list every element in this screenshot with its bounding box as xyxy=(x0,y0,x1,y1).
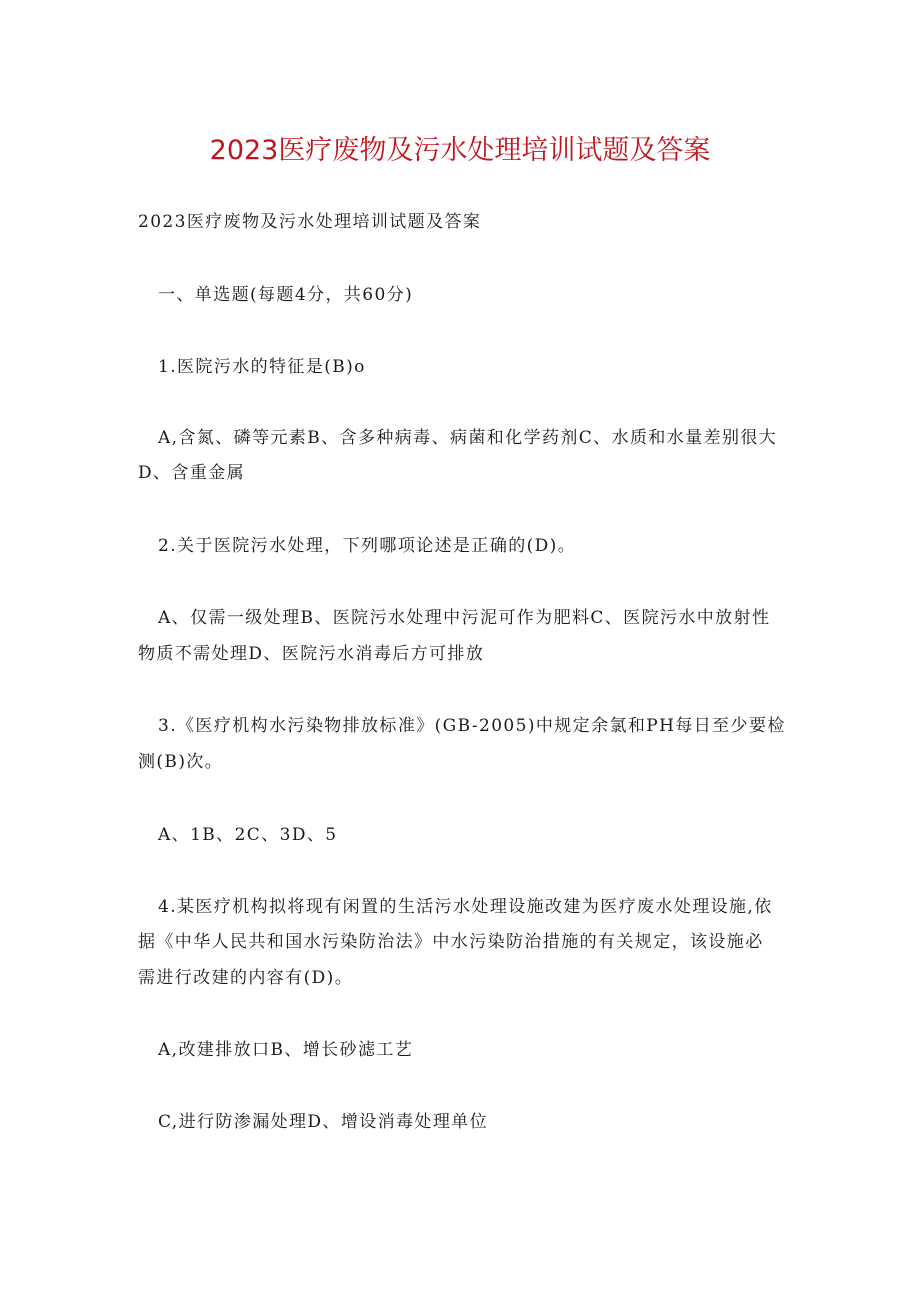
section-heading: 一、单选题(每题4分，共60分) xyxy=(158,285,414,305)
question-4-line-3: 需进行改建的内容有(D)。 xyxy=(138,968,354,988)
question-4-line-1: 4.某医疗机构拟将现有闲置的生活污水处理设施改建为医疗废水处理设施,依 xyxy=(158,897,773,917)
question-3-options: A、1B、2C、3D、5 xyxy=(158,825,338,845)
document-title: 2023医疗废物及污水处理培训试题及答案 xyxy=(209,135,711,166)
document-subtitle: 2023医疗废物及污水处理培训试题及答案 xyxy=(138,212,482,232)
question-1-options-line-2: D、含重金属 xyxy=(138,463,246,483)
question-2: 2.关于医院污水处理，下列哪项论述是正确的(D)。 xyxy=(158,536,577,556)
question-3-line-1: 3.《医疗机构水污染物排放标准》(GB-2005)中规定余氯和PH每日至少要检 xyxy=(158,716,786,736)
question-1-options-line-1: A,含氮、磷等元素B、含多种病毒、病菌和化学药剂C、水质和水量差别很大 xyxy=(158,428,778,448)
question-2-options-line-1: A、仅需一级处理B、医院污水处理中污泥可作为肥料C、医院污水中放射性 xyxy=(158,608,771,628)
question-1: 1.医院污水的特征是(B)o xyxy=(158,357,366,377)
question-3-line-2: 测(B)次。 xyxy=(138,752,224,772)
question-4-options-line-2: C,进行防渗漏处理D、增设消毒处理单位 xyxy=(158,1112,489,1132)
question-2-options-line-2: 物质不需处理D、医院污水消毒后方可排放 xyxy=(138,644,485,664)
question-4-line-2: 据《中华人民共和国水污染防治法》中水污染防治措施的有关规定，该设施必 xyxy=(138,932,764,952)
question-4-options-line-1: A,改建排放口B、增长砂滤工艺 xyxy=(158,1040,414,1060)
